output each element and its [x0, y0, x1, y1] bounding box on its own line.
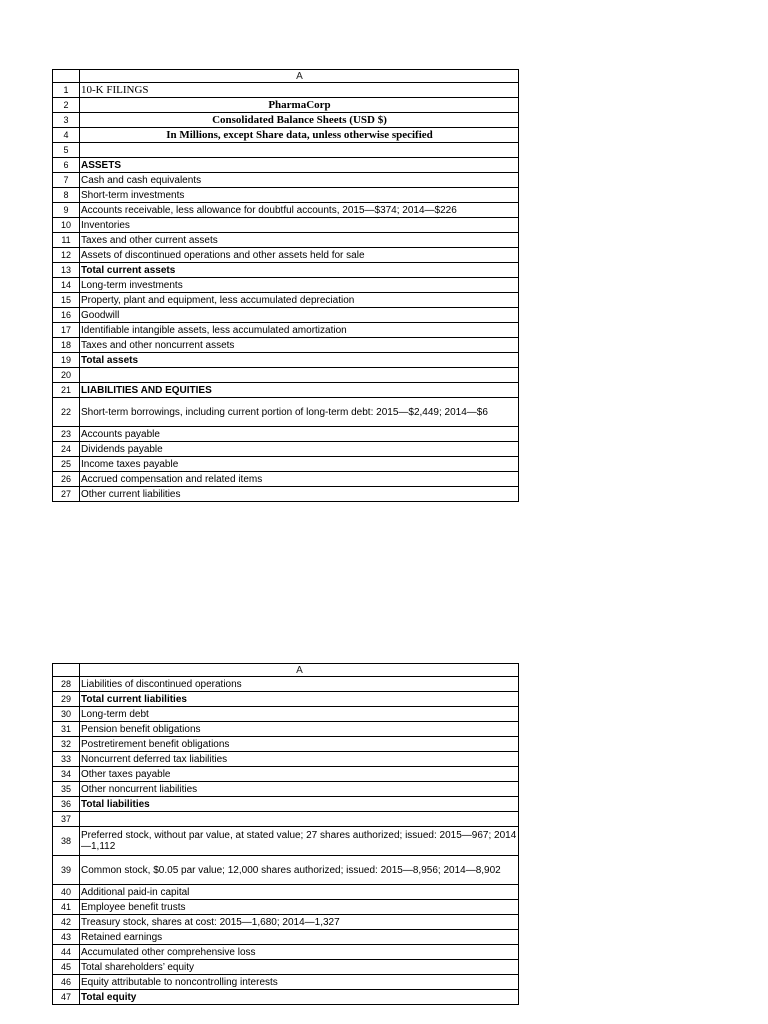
row-number[interactable]: 10 [53, 218, 80, 233]
cell-a[interactable]: Other noncurrent liabilities [80, 782, 519, 797]
table-row [53, 752, 519, 767]
table-row [53, 98, 519, 113]
table-row [53, 812, 519, 827]
row-number[interactable]: 12 [53, 248, 80, 263]
table-row [53, 173, 519, 188]
table-row [53, 900, 519, 915]
row-number[interactable]: 5 [53, 143, 80, 158]
table-row [53, 707, 519, 722]
table-row [53, 722, 519, 737]
table-row [53, 737, 519, 752]
row-number[interactable]: 7 [53, 173, 80, 188]
row-number[interactable]: 26 [53, 472, 80, 487]
cell-a[interactable]: Long-term investments [80, 278, 519, 293]
cell-a[interactable]: Taxes and other noncurrent assets [80, 338, 519, 353]
cell-a[interactable]: Additional paid-in capital [80, 885, 519, 900]
corner-cell[interactable] [53, 664, 80, 677]
cell-a[interactable]: Accumulated other comprehensive loss [80, 945, 519, 960]
cell-a[interactable]: Retained earnings [80, 930, 519, 945]
table-row [53, 885, 519, 900]
table-row [53, 128, 519, 143]
table-row [53, 692, 519, 707]
table-row [53, 383, 519, 398]
cell-a[interactable]: 10-K FILINGS [80, 83, 519, 98]
table-row [53, 427, 519, 442]
table-row [53, 960, 519, 975]
table-row [53, 278, 519, 293]
cell-a[interactable] [80, 143, 519, 158]
row-number[interactable]: 22 [53, 398, 80, 427]
table-row [53, 263, 519, 278]
cell-a[interactable]: Income taxes payable [80, 457, 519, 472]
row-number[interactable]: 31 [53, 722, 80, 737]
table-row [53, 83, 519, 98]
row-number[interactable]: 3 [53, 113, 80, 128]
cell-a[interactable]: Preferred stock, without par value, at stated value; 27 shares authorized; issued: 2015—967; 2014—1,112 [80, 827, 519, 856]
cell-a[interactable]: Liabilities of discontinued operations [80, 677, 519, 692]
cell-a[interactable]: Accounts receivable, less allowance for doubtful accounts, 2015—$374; 2014—$226 [80, 203, 519, 218]
row-number[interactable]: 29 [53, 692, 80, 707]
table-row [53, 158, 519, 173]
cell-a[interactable] [80, 368, 519, 383]
table-row [53, 487, 519, 502]
row-number[interactable]: 35 [53, 782, 80, 797]
row-number[interactable]: 33 [53, 752, 80, 767]
row-number[interactable]: 27 [53, 487, 80, 502]
row-number[interactable]: 21 [53, 383, 80, 398]
cell-a[interactable]: Total shareholders’ equity [80, 960, 519, 975]
cell-a[interactable]: Identifiable intangible assets, less accumulated amortization [80, 323, 519, 338]
cell-a[interactable]: PharmaCorp [80, 98, 519, 113]
table-row [53, 293, 519, 308]
cell-a[interactable]: Accounts payable [80, 427, 519, 442]
table-row [53, 308, 519, 323]
row-number[interactable]: 20 [53, 368, 80, 383]
cell-a[interactable]: Taxes and other current assets [80, 233, 519, 248]
row-number[interactable]: 19 [53, 353, 80, 368]
table-row [53, 457, 519, 472]
row-number[interactable]: 11 [53, 233, 80, 248]
row-number[interactable]: 13 [53, 263, 80, 278]
row-number[interactable]: 15 [53, 293, 80, 308]
table-row [53, 975, 519, 990]
row-number[interactable]: 47 [53, 990, 80, 1005]
table-row [53, 353, 519, 368]
cell-a[interactable]: In Millions, except Share data, unless otherwise specified [80, 128, 519, 143]
row-number[interactable]: 1 [53, 83, 80, 98]
spreadsheet-page-2 [52, 663, 519, 1005]
row-number[interactable]: 9 [53, 203, 80, 218]
row-number[interactable]: 37 [53, 812, 80, 827]
table-row [53, 218, 519, 233]
row-number[interactable]: 36 [53, 797, 80, 812]
cell-a[interactable]: Dividends payable [80, 442, 519, 457]
row-number[interactable]: 28 [53, 677, 80, 692]
cell-a[interactable] [80, 812, 519, 827]
cell-a[interactable]: Goodwill [80, 308, 519, 323]
table-row [53, 113, 519, 128]
table-row [53, 797, 519, 812]
table-row [53, 248, 519, 263]
row-number[interactable]: 34 [53, 767, 80, 782]
table-row [53, 338, 519, 353]
cell-a[interactable]: Total equity [80, 990, 519, 1005]
cell-a[interactable]: Accrued compensation and related items [80, 472, 519, 487]
cell-a[interactable]: Pension benefit obligations [80, 722, 519, 737]
row-number[interactable]: 45 [53, 960, 80, 975]
row-number[interactable]: 4 [53, 128, 80, 143]
table-row [53, 915, 519, 930]
table-row [53, 856, 519, 885]
cell-a[interactable]: Assets of discontinued operations and other assets held for sale [80, 248, 519, 263]
row-number[interactable]: 41 [53, 900, 80, 915]
table-row [53, 188, 519, 203]
row-number[interactable]: 23 [53, 427, 80, 442]
cell-a[interactable]: Total current assets [80, 263, 519, 278]
row-number[interactable]: 2 [53, 98, 80, 113]
table-row [53, 767, 519, 782]
cell-a[interactable]: Other current liabilities [80, 487, 519, 502]
cell-a[interactable]: Short-term investments [80, 188, 519, 203]
cell-a[interactable]: Equity attributable to noncontrolling interests [80, 975, 519, 990]
column-header-a[interactable]: A [80, 664, 519, 677]
row-number[interactable]: 17 [53, 323, 80, 338]
table-row [53, 945, 519, 960]
row-number[interactable]: 32 [53, 737, 80, 752]
table-row [53, 398, 519, 427]
cell-a[interactable]: Inventories [80, 218, 519, 233]
row-number[interactable]: 18 [53, 338, 80, 353]
cell-a[interactable]: Long-term debt [80, 707, 519, 722]
row-number[interactable]: 46 [53, 975, 80, 990]
cell-a[interactable]: Total liabilities [80, 797, 519, 812]
row-number[interactable]: 39 [53, 856, 80, 885]
table-row [53, 233, 519, 248]
row-number[interactable]: 42 [53, 915, 80, 930]
row-number[interactable]: 25 [53, 457, 80, 472]
spreadsheet-page-1 [52, 69, 519, 502]
row-number[interactable]: 38 [53, 827, 80, 856]
row-number[interactable]: 40 [53, 885, 80, 900]
table-row [53, 368, 519, 383]
cell-a[interactable]: Cash and cash equivalents [80, 173, 519, 188]
column-header-a[interactable]: A [80, 70, 519, 83]
row-number[interactable]: 16 [53, 308, 80, 323]
table-row [53, 442, 519, 457]
row-number[interactable]: 30 [53, 707, 80, 722]
cell-a[interactable]: Consolidated Balance Sheets (USD $) [80, 113, 519, 128]
cell-a[interactable]: ASSETS [80, 158, 519, 173]
row-number[interactable]: 6 [53, 158, 80, 173]
cell-a[interactable]: Other taxes payable [80, 767, 519, 782]
row-number[interactable]: 8 [53, 188, 80, 203]
cell-a[interactable]: Common stock, $0.05 par value; 12,000 shares authorized; issued: 2015—8,956; 2014—8,902 [80, 856, 519, 885]
cell-a[interactable]: Short-term borrowings, including current portion of long-term debt: 2015—$2,449; 2014—$6 [80, 398, 519, 427]
row-number[interactable]: 44 [53, 945, 80, 960]
table-row [53, 143, 519, 158]
corner-cell[interactable] [53, 70, 80, 83]
table-row [53, 990, 519, 1005]
row-number[interactable]: 14 [53, 278, 80, 293]
cell-a[interactable]: LIABILITIES AND EQUITIES [80, 383, 519, 398]
row-number[interactable]: 43 [53, 930, 80, 945]
table-row [53, 930, 519, 945]
cell-a[interactable]: Total current liabilities [80, 692, 519, 707]
cell-a[interactable]: Postretirement benefit obligations [80, 737, 519, 752]
cell-a[interactable]: Total assets [80, 353, 519, 368]
table-row [53, 677, 519, 692]
table-row [53, 782, 519, 797]
cell-a[interactable]: Property, plant and equipment, less accumulated depreciation [80, 293, 519, 308]
cell-a[interactable]: Treasury stock, shares at cost: 2015—1,680; 2014—1,327 [80, 915, 519, 930]
cell-a[interactable]: Noncurrent deferred tax liabilities [80, 752, 519, 767]
table-row [53, 827, 519, 856]
cell-a[interactable]: Employee benefit trusts [80, 900, 519, 915]
table-row [53, 472, 519, 487]
table-row [53, 203, 519, 218]
row-number[interactable]: 24 [53, 442, 80, 457]
table-row [53, 323, 519, 338]
